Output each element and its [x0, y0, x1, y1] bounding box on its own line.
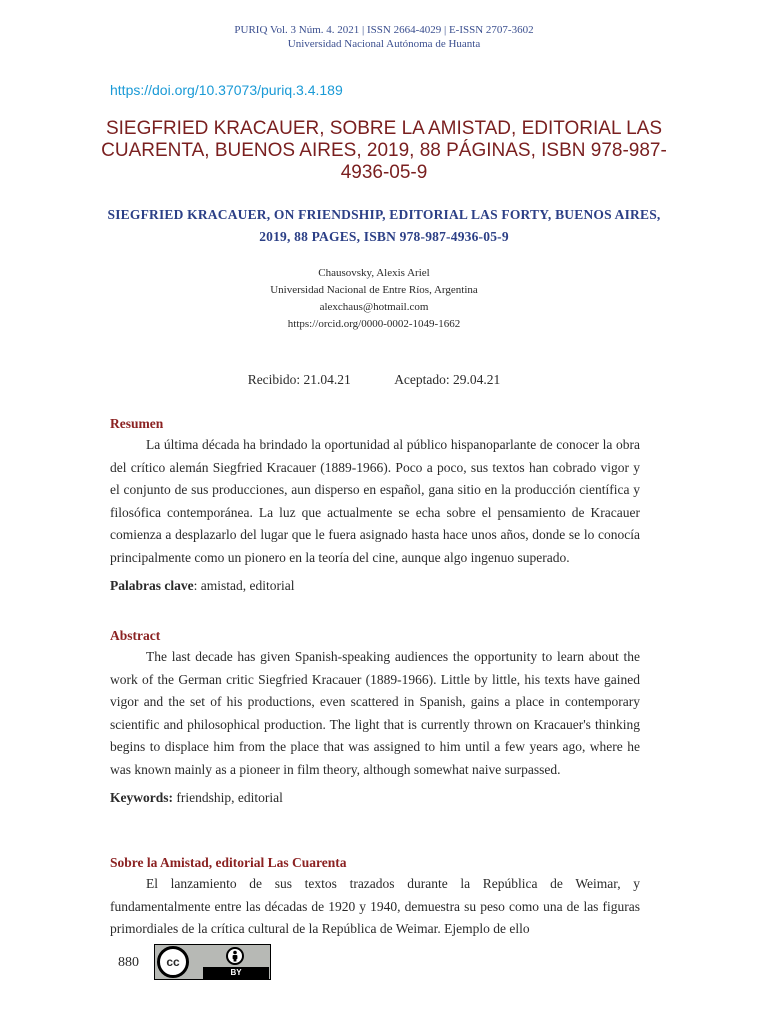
keywords-label: Palabras clave — [110, 578, 194, 593]
dates-row — [0, 372, 748, 388]
keywords-label-en: Keywords: — [110, 790, 173, 805]
author-orcid[interactable]: https://orcid.org/0000-0002-1049-1662 — [287, 318, 461, 330]
university-name: Universidad Nacional Autónoma de Huanta — [287, 38, 481, 50]
journal-info: PURIQ Vol. 3 Núm. 4. 2021 | ISSN 2664-4029 | E-ISSN 2707-3602 — [234, 24, 534, 36]
title-spanish: SIEGFRIED KRACAUER, SOBRE LA AMISTAD, EDITORIAL LAS CUARENTA, BUENOS AIRES, 2019, 88 PÁGINAS, ISBN 978-987-4936-05-9 — [101, 118, 667, 183]
cc-icon: cc — [157, 946, 189, 978]
resumen-keywords — [110, 575, 640, 598]
keywords-values: : amistad, editorial — [193, 578, 295, 593]
resumen-heading: Resumen — [110, 416, 164, 431]
abstract-section — [110, 626, 640, 810]
author-affiliation: Universidad Nacional de Entre Ríos, Argentina — [270, 284, 478, 296]
section-text: El lanzamiento de sus textos trazados durante la República de Weimar, y fundamentalmente entre las décadas de 1920 y 1940, demuestra su peso como una de las figuras primordiales de la crítica cultural de la República de Weimar. Ejemplo de ello — [110, 876, 640, 936]
journal-header — [0, 23, 768, 51]
accepted-date: Aceptado: 29.04.21 — [394, 372, 501, 387]
by-label: BY — [203, 967, 269, 979]
attribution-person-icon — [226, 947, 244, 965]
section-heading: Sobre la Amistad, editorial Las Cuarenta — [110, 855, 347, 870]
body-section — [110, 853, 640, 941]
author-block — [0, 265, 748, 333]
by-block — [203, 945, 269, 979]
author-email[interactable]: alexchaus@hotmail.com — [319, 301, 429, 313]
resumen-section — [110, 414, 640, 598]
title-english: SIEGFRIED KRACAUER, ON FRIENDSHIP, EDITORIAL LAS FORTY, BUENOS AIRES, 2019, 88 PAGES, ISBN 978-987-4936-05-9 — [107, 207, 661, 244]
received-date: Recibido: 21.04.21 — [247, 372, 351, 387]
doi-link[interactable]: https://doi.org/10.37073/puriq.3.4.189 — [110, 82, 343, 98]
author-name: Chausovsky, Alexis Ariel — [318, 267, 430, 279]
resumen-text: La última década ha brindado la oportunidad al público hispanoparlante de conocer la obra del crítico alemán Siegfried Kracauer (1889-1966). Poco a poco, sus textos han cobrado vigor y el conjunto de sus producciones, aun disperso en español, gana sitio en la producción científica y filosófica contemporánea. La luz que actualmente se echa sobre el pensamiento de Kracauer comienza a desplazarlo del lugar que le fuera asignado hasta hace unos años, donde se lo conocía principalmente como un pionero en la teoría del cine, aunque algo ingenuo superado. — [110, 437, 640, 565]
cc-by-license-badge[interactable] — [154, 944, 271, 980]
abstract-keywords — [110, 787, 640, 810]
abstract-text: The last decade has given Spanish-speaking audiences the opportunity to learn about the work of the German critic Siegfried Kracauer (1889-1966). Little by little, his texts have gained vigor and the set of his productions, even scattered in Spanish, gains a place in contemporary scientific and philosophical production. The light that is currently thrown on Kracauer's thinking begins to displace him from the place that was assigned to him until a few years ago, where he was known mainly as a pioneer in film theory, although somewhat naive surpassed. — [110, 649, 640, 777]
keywords-values-en: friendship, editorial — [173, 790, 283, 805]
abstract-heading: Abstract — [110, 628, 161, 643]
page-number: 880 — [118, 955, 139, 970]
